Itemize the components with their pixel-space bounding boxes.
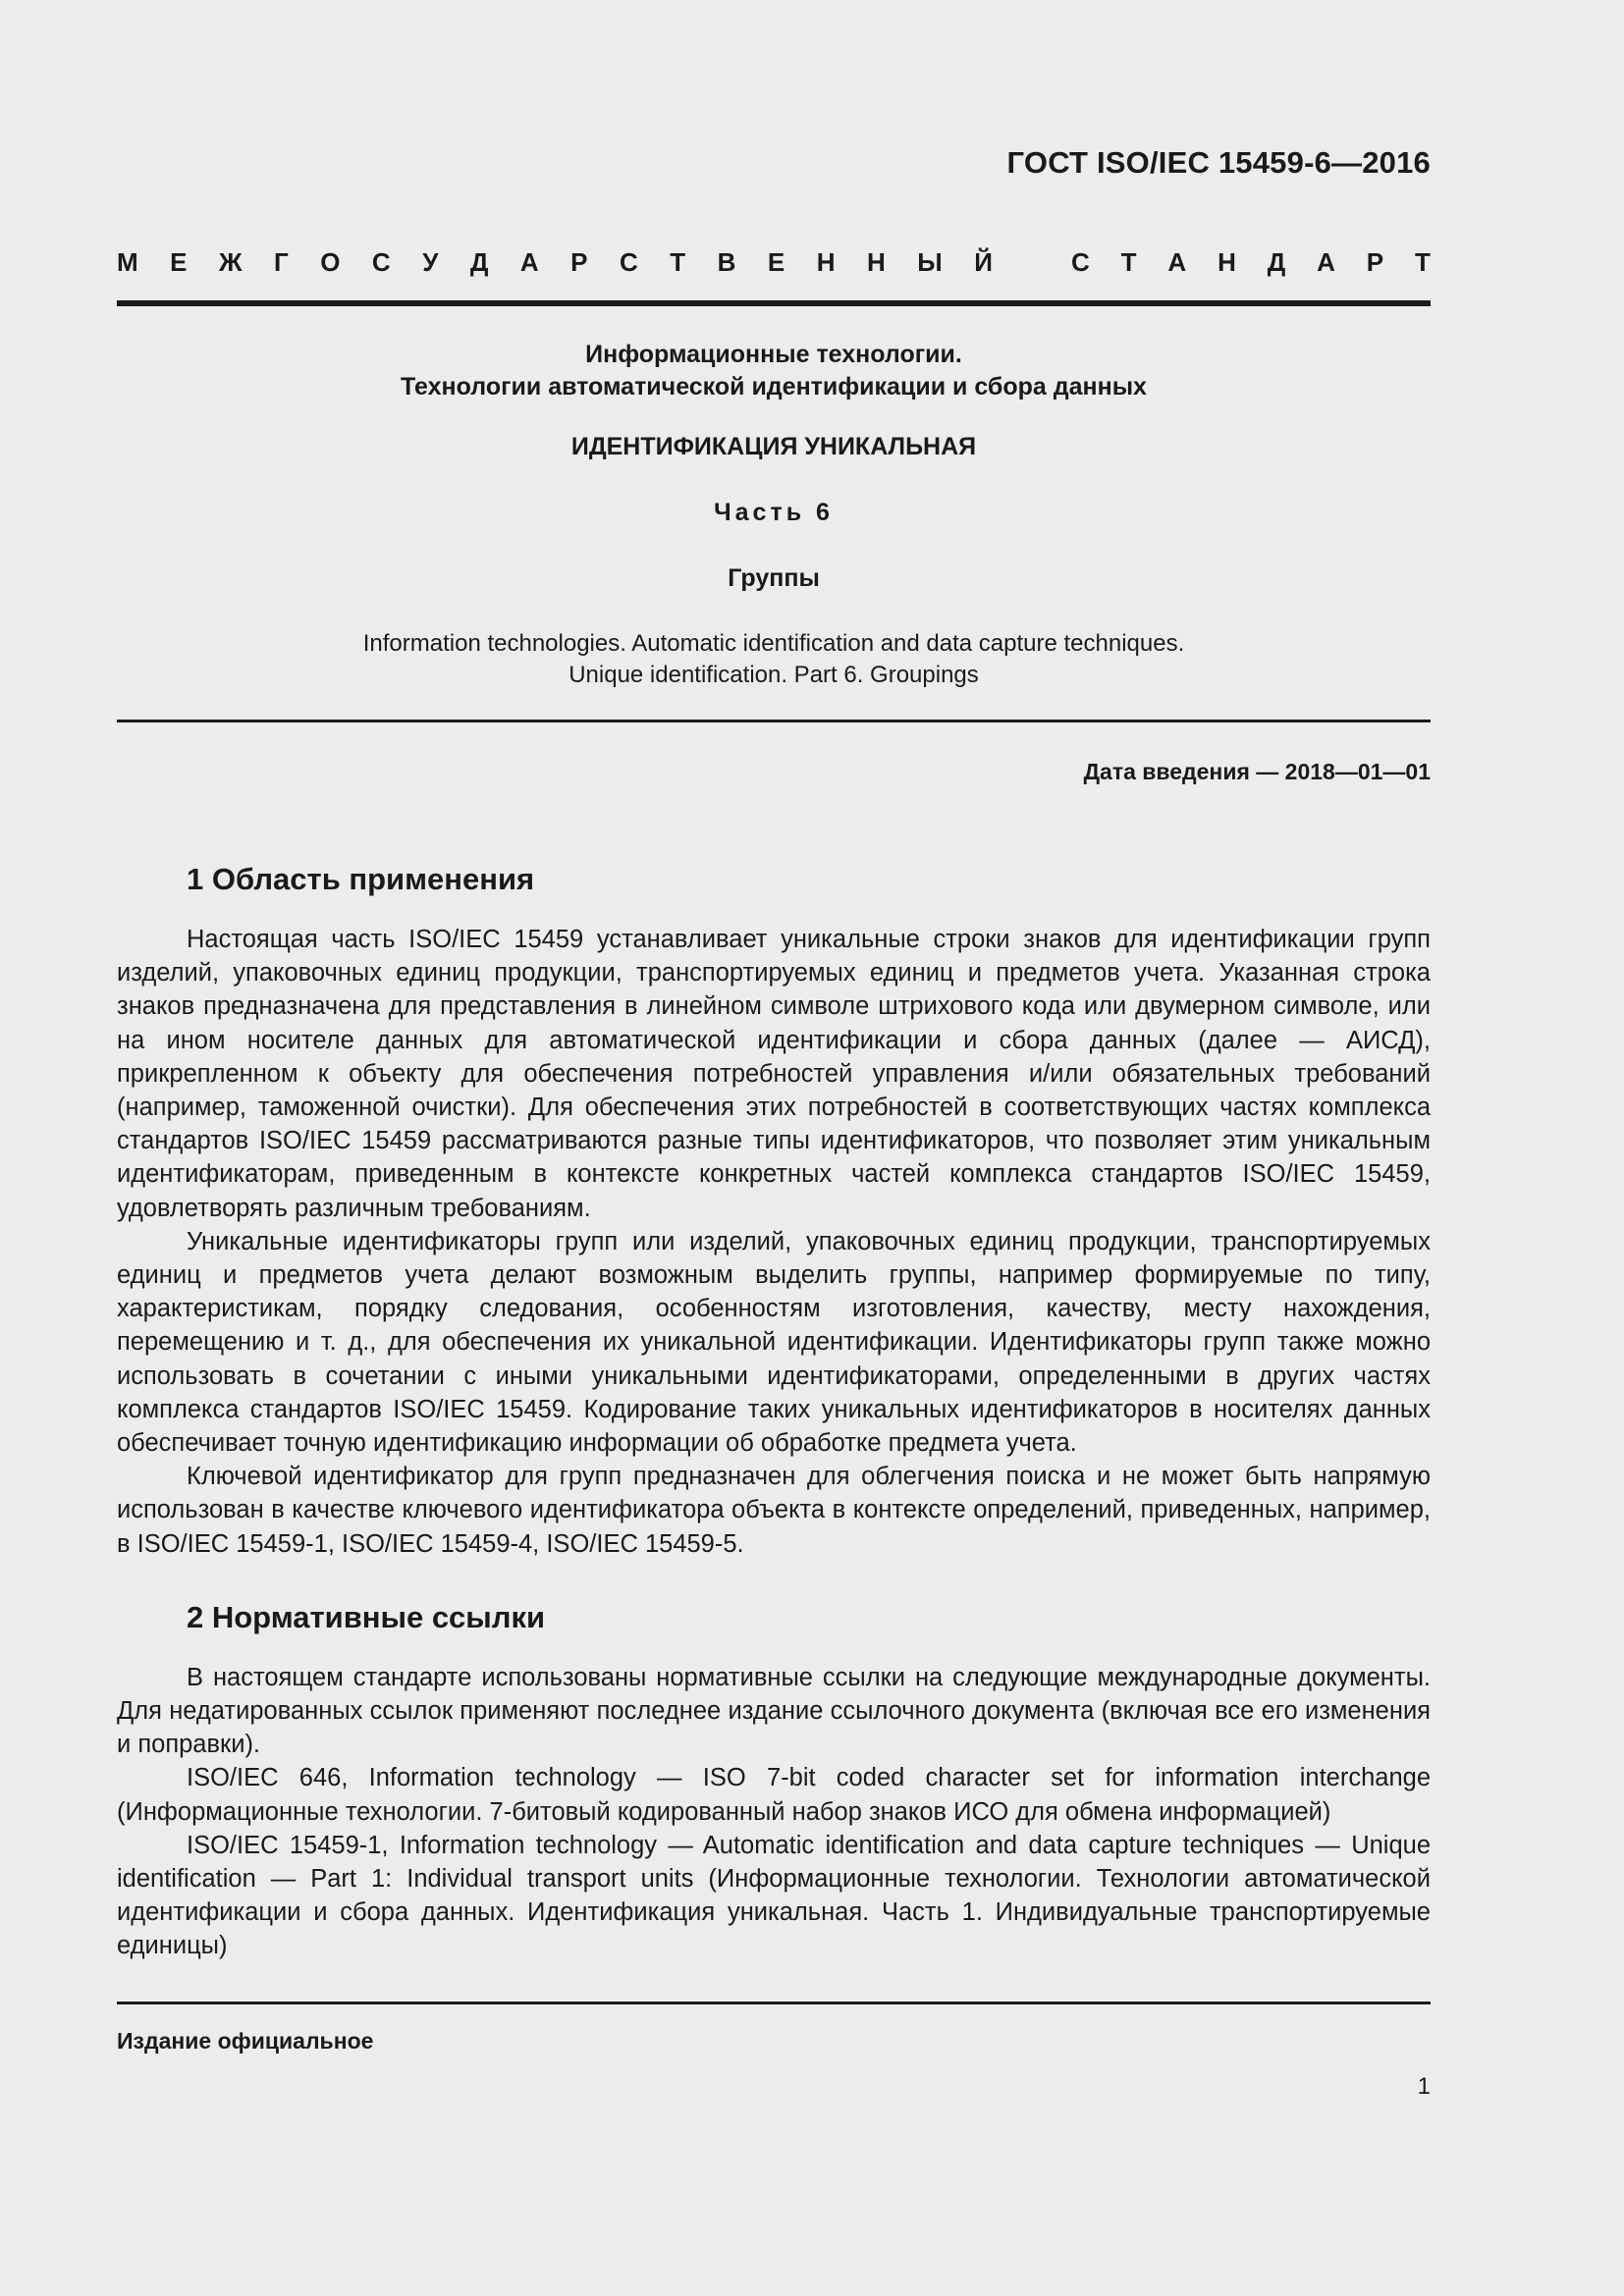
normative-reference: ISO/IEC 15459-1, Information technology — Automatic identification and data capture techniques — Unique identification — Part 1: Individual transport units (Информационные технологии. Технологии автоматической идентификации и сбора данных. Идентификация уникальная. Часть 1. Индивидуальные транспортируемые единицы) — [117, 1831, 1431, 1960]
banner-letter: С — [619, 247, 638, 277]
banner-letter: Н — [816, 247, 836, 277]
section-1-paragraph: Уникальные идентификаторы групп или изделий, упаковочных единиц продукции, транспортируемых единиц и предметов учета делают возможным выделить группы, например формируемые по типу, характеристикам, порядку следования, особенностям изготовления, качеству, месту нахождения, перемещению и т. д., для обеспечения их уникальной идентификации. Идентификаторы групп также можно использовать в сочетании с иными уникальными идентификаторами, определенными в других частях комплекса стандартов ISO/IEC 15459. Кодирование таких уникальных идентификаторов в носителях данных обеспечивает точную идентификацию информации об обработке предмета учета. — [117, 1227, 1431, 1458]
banner-letter: Й — [974, 247, 993, 277]
banner-letter: Н — [1218, 247, 1236, 277]
title-english-line-1: Information technologies. Automatic identification and data capture techniques. — [362, 630, 1185, 657]
banner-letter: Т — [1120, 247, 1137, 277]
section-2-paragraph: В настоящем стандарте использованы нормативные ссылки на следующие международные документы. Для недатированных ссылок применяют последнее издание ссылочного документа (включая все его изменения и поправки). — [117, 1663, 1431, 1759]
banner-letter: Д — [469, 247, 489, 277]
standard-kind-banner — [117, 247, 1431, 278]
banner-letter: Н — [866, 247, 886, 277]
banner-letter: У — [422, 247, 439, 277]
banner-letter: В — [717, 247, 736, 277]
banner-letter: Т — [670, 247, 686, 277]
title-line-2: Технологии автоматической идентификации и сбора данных — [401, 373, 1147, 400]
banner-letter: Г — [273, 247, 289, 277]
banner-letter: Т — [1415, 247, 1431, 277]
banner-letter: Е — [767, 247, 785, 277]
banner-letter: А — [1317, 247, 1335, 277]
banner-letter: А — [519, 247, 539, 277]
title-part: Часть 6 — [714, 499, 834, 526]
document-number: ГОСТ ISO/IEC 15459-6—2016 — [1006, 145, 1431, 180]
standard-kind-word-standard — [1071, 247, 1431, 278]
banner-letter: С — [1071, 247, 1090, 277]
normative-reference: ISO/IEC 646, Information technology — ISO 7-bit coded character set for information interchange (Информационные технологии. 7-битовый кодированный набор знаков ИСО для обмена информацией) — [117, 1764, 1431, 1826]
title-line-1: Информационные технологии. — [585, 341, 962, 368]
section-2-heading: 2 Нормативные ссылки — [187, 1599, 546, 1634]
title-russian — [117, 339, 1431, 403]
banner-letter: О — [320, 247, 341, 277]
banner-letter: Р — [570, 247, 588, 277]
banner-letter: Е — [170, 247, 188, 277]
title-subtitle: Группы — [728, 564, 820, 592]
title-main: ИДЕНТИФИКАЦИЯ УНИКАЛЬНАЯ — [570, 433, 977, 460]
title-english — [117, 628, 1431, 691]
footer-rule — [117, 2002, 1431, 2004]
document-body — [117, 856, 1431, 1963]
standard-kind-word-interstate — [117, 247, 993, 278]
page-number: 1 — [1417, 2073, 1431, 2100]
section-1-paragraph: Ключевой идентификатор для групп предназначен для облегчения поиска и не может быть напрямую использован в качестве ключевого идентификатора объекта в контексте определений, приведенных, например, в ISO/IEC 15459-1, ISO/IEC 15459-4, ISO/IEC 15459-5. — [117, 1463, 1431, 1558]
official-edition-label: Издание официальное — [117, 2028, 374, 2054]
section-1-paragraph: Настоящая часть ISO/IEC 15459 устанавливает уникальные строки знаков для идентификации групп изделий, упаковочных единиц продукции, транспортируемых единиц и предметов учета. Указанная строка знаков предназначена для представления в линейном символе штрихового кода или двумерном символе, или на ином носителе данных для автоматической идентификации и сбора данных (далее — АИСД), прикрепленном к объекту для обеспечения потребностей управления и/или обязательных требований (например, таможенной очистки). Для обеспечения этих потребностей в соответствующих частях комплекса стандартов ISO/IEC 15459 рассматриваются разные типы идентификаторов, что позволяет этим уникальным идентификаторам, приведенным в контексте конкретных частей комплекса стандартов ISO/IEC 15459, удовлетворять различным требованиям. — [117, 926, 1431, 1222]
banner-letter: М — [117, 247, 138, 277]
title-english-line-2: Unique identification. Part 6. Groupings — [568, 662, 979, 688]
title-block — [117, 339, 1431, 691]
banner-letter: Ы — [917, 247, 943, 277]
introduction-date: Дата введения — 2018—01—01 — [1083, 759, 1431, 784]
section-1-heading: 1 Область применения — [187, 862, 535, 896]
header-rule — [117, 300, 1431, 306]
title-rule — [117, 720, 1431, 722]
banner-letter: Ж — [218, 247, 243, 277]
banner-letter: А — [1167, 247, 1187, 277]
banner-letter: Д — [1267, 247, 1286, 277]
banner-letter: Р — [1366, 247, 1384, 277]
banner-letter: С — [371, 247, 391, 277]
